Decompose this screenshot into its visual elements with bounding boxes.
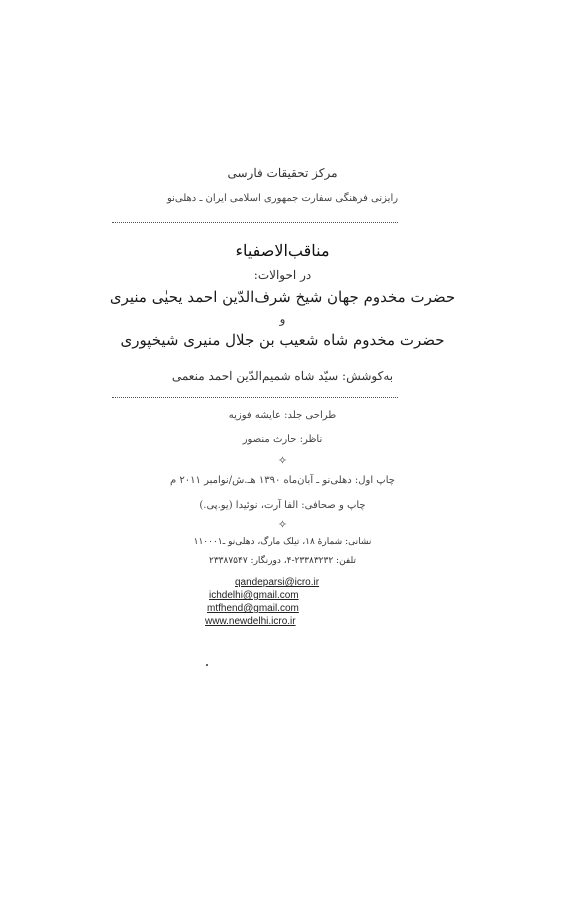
dotted-divider-top <box>112 222 398 223</box>
cover-design-credit: طراحی جلد: عایشه فوزیه <box>228 410 337 421</box>
phone-fax-line: تلفن: ۲۳۳۸۳۲۳۲-۴، دورنگار: ۲۳۳۸۷۵۴۷ <box>209 556 356 566</box>
editor-line: به‌کوشش: سیّد شاه شمیم‌الدّین احمد منعمی <box>171 369 394 383</box>
print-speck <box>206 664 208 666</box>
website-link[interactable]: www.newdelhi.icro.ir <box>205 616 296 627</box>
subtitle-intro: در احوالات: <box>253 268 312 282</box>
contact-links <box>205 576 325 628</box>
ornament-star-icon: ✧ <box>277 518 288 531</box>
email-link-2[interactable]: ichdelhi@gmail.com <box>209 590 299 601</box>
book-title: مناقب‌الاصفیاء <box>235 241 330 260</box>
first-edition-line: چاپ اول: دهلی‌نو ـ آبان‌ماه ۱۳۹۰ هـ.ش/نوامبر ۲۰۱۱ م <box>170 475 395 486</box>
research-center-name: مرکز تحقیقات فارسی <box>227 166 338 180</box>
subject-one: حضرت مخدوم جهان شیخ شرف‌الدّین احمد یحیٰی منیری <box>109 288 456 306</box>
ornament-star-icon: ✧ <box>277 454 288 467</box>
supervisor-credit: ناظر: حارث منصور <box>242 434 323 445</box>
embassy-line: رایزنی فرهنگی سفارت جمهوری اسلامی ایران ـ دهلی‌نو <box>166 193 399 204</box>
printing-line: چاپ و صحافی: الفا آرت، نوئیدا (یو.پی.) <box>199 500 366 511</box>
email-link-3[interactable]: mtfhend@gmail.com <box>207 603 299 614</box>
dotted-divider-bottom <box>112 397 398 398</box>
address-line: نشانی: شمارهٔ ۱۸، تیلک مارگ، دهلی‌نو ـ۱۱۰۰۰۱ <box>193 537 372 547</box>
conjunction: و <box>279 312 286 326</box>
subject-two: حضرت مخدوم شاه شعیب بن جلال منیری شیخپوری <box>120 331 445 349</box>
email-link-1[interactable]: qandeparsi@icro.ir <box>235 577 320 588</box>
